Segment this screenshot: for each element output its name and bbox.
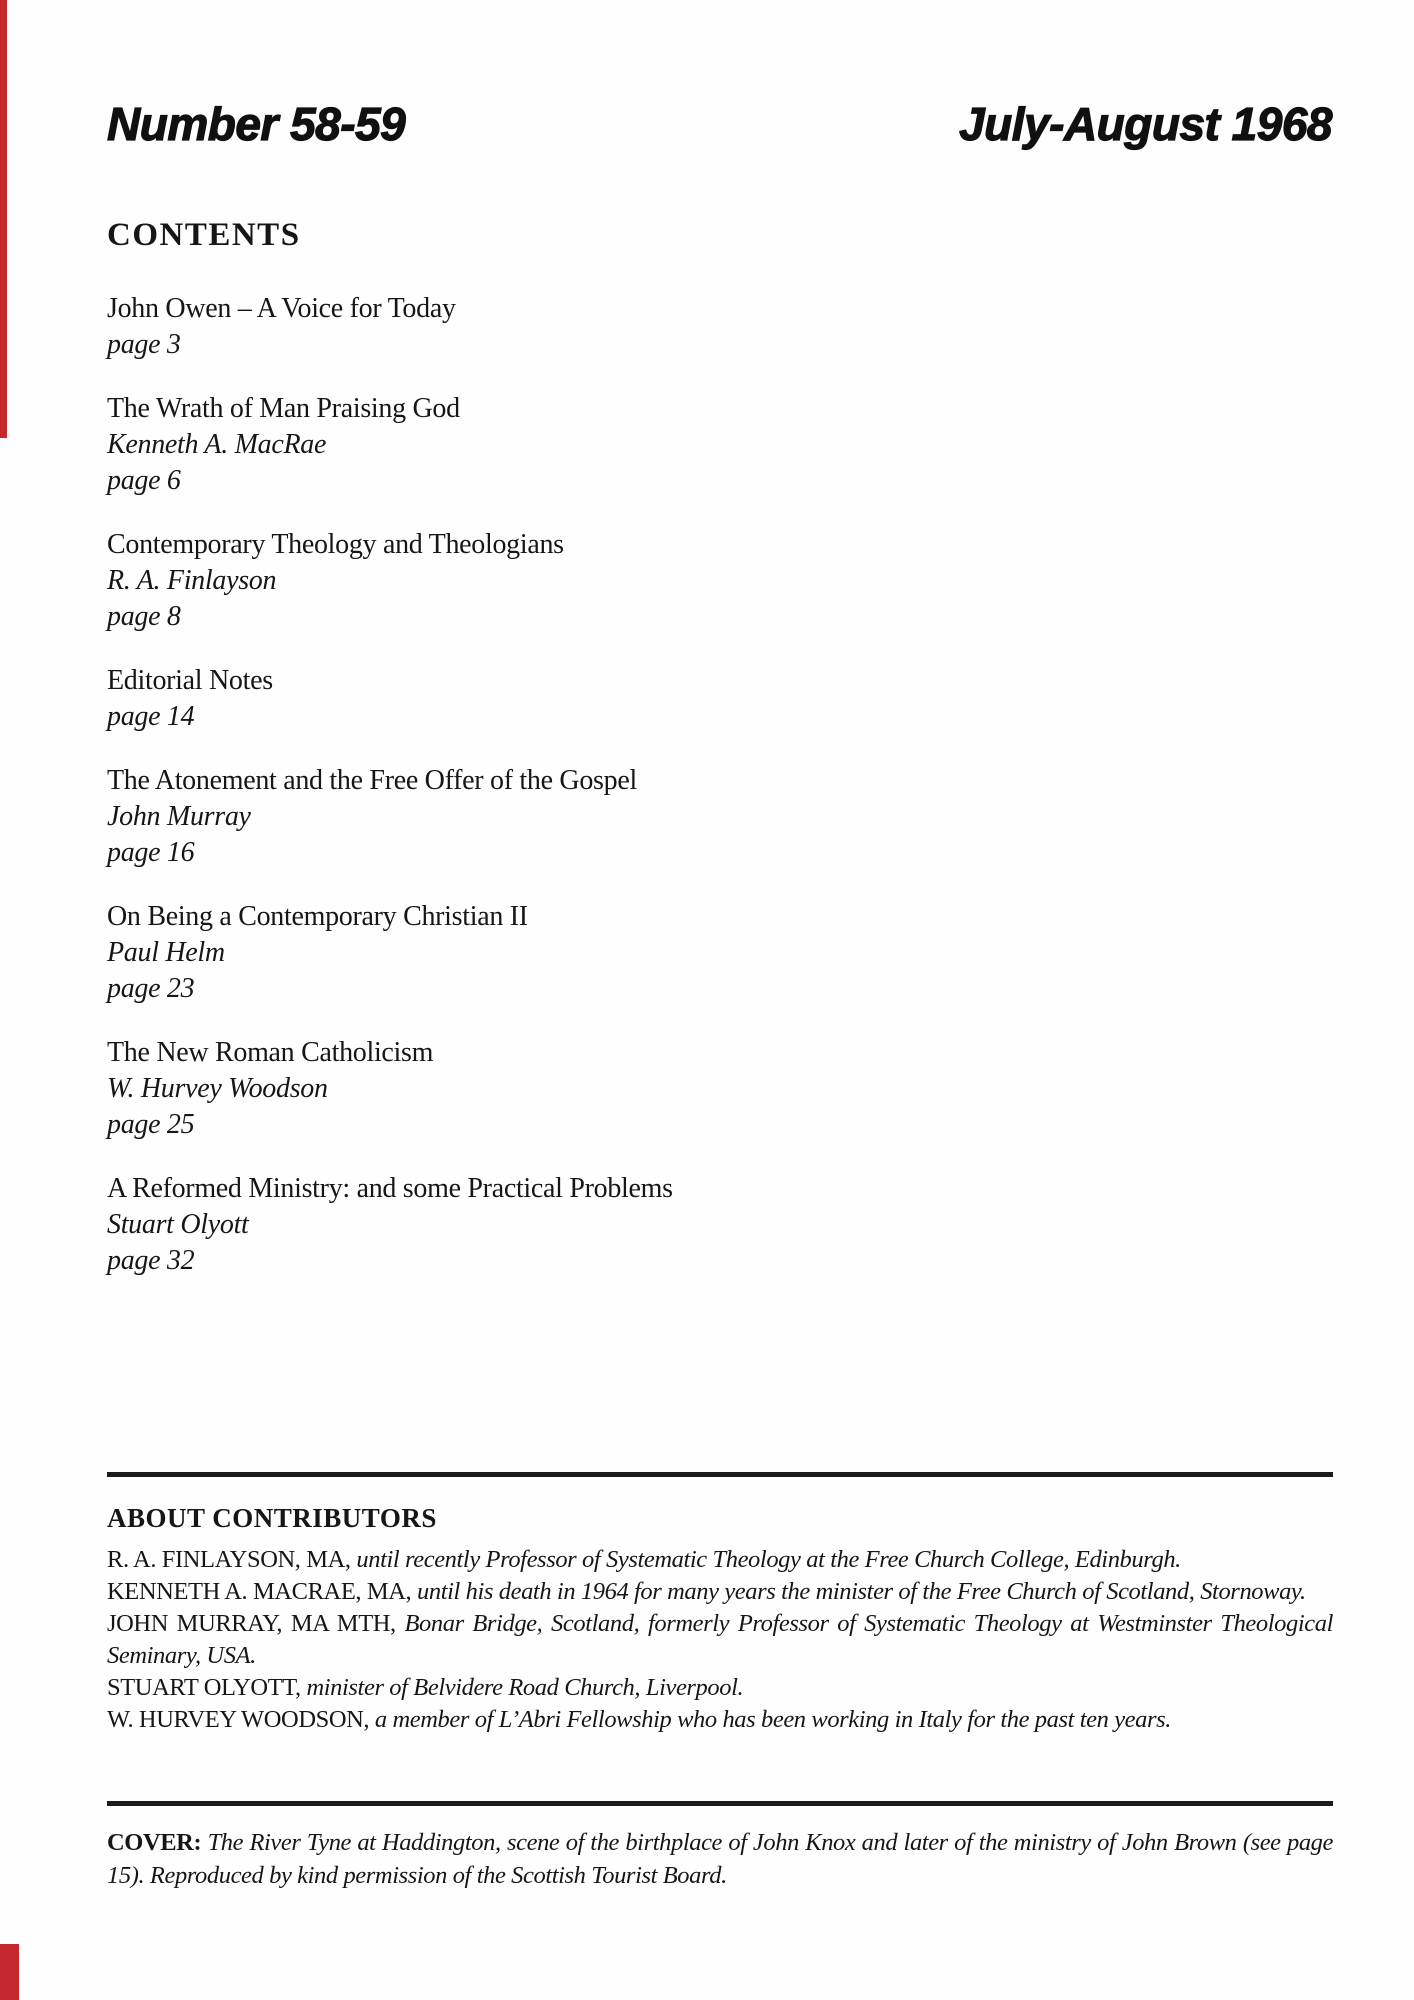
article-page-number: page 32 — [107, 1245, 195, 1276]
article-page-number: page 3 — [107, 329, 181, 360]
article-page-number: page 25 — [107, 1109, 195, 1140]
article-page-number: page 23 — [107, 973, 195, 1004]
contributor-entry — [107, 1704, 1333, 1736]
article-title: Contemporary Theology and Theologians — [107, 529, 564, 560]
contributor-entry — [107, 1544, 1333, 1576]
scan-artifact-red-strip — [0, 0, 7, 438]
article-title: The Atonement and the Free Offer of the Gospel — [107, 765, 637, 796]
contributor-name: KENNETH A. MACRAE, MA, — [107, 1578, 412, 1605]
issue-number: Number 58-59 — [107, 98, 406, 150]
cover-note — [107, 1826, 1333, 1892]
contents-entry — [107, 763, 1227, 871]
article-title: The Wrath of Man Praising God — [107, 393, 460, 424]
about-contributors-heading: ABOUT CONTRIBUTORS — [107, 1503, 437, 1533]
article-author: Kenneth A. MacRae — [107, 429, 327, 460]
contributor-bio: Bonar Bridge, Scotland, formerly Professor of Systematic Theology at Westminster Theological Seminary, USA. — [107, 1610, 1333, 1669]
contents-entry — [107, 291, 1227, 363]
contributor-list — [107, 1544, 1333, 1736]
article-title: John Owen – A Voice for Today — [107, 293, 456, 324]
contributor-bio: a member of L’Abri Fellowship who has been working in Italy for the past ten years. — [374, 1706, 1171, 1733]
contents-entry — [107, 1035, 1227, 1143]
contents-heading: CONTENTS — [107, 217, 301, 253]
contributor-entry — [107, 1672, 1333, 1704]
article-author: John Murray — [107, 801, 251, 832]
article-page-number: page 8 — [107, 601, 181, 632]
article-author: R. A. Finlayson — [107, 565, 277, 596]
contributor-entry — [107, 1576, 1333, 1608]
issue-date: July-August 1968 — [959, 98, 1332, 150]
contents-entry — [107, 1171, 1227, 1279]
cover-note-text: The River Tyne at Haddington, scene of the birthplace of John Knox and later of the ministry of John Brown (see page 15). Reproduced by kind permission of the Scottish Tourist Board. — [107, 1829, 1333, 1889]
contents-list — [107, 291, 1227, 1307]
article-page-number: page 16 — [107, 837, 195, 868]
contributor-name: R. A. FINLAYSON, MA, — [107, 1546, 351, 1573]
contributor-name: STUART OLYOTT, — [107, 1674, 301, 1701]
contents-entry — [107, 527, 1227, 635]
contributor-bio: minister of Belvidere Road Church, Liverpool. — [306, 1674, 744, 1701]
article-page-number: page 6 — [107, 465, 181, 496]
contents-entry — [107, 663, 1227, 735]
contributor-entry — [107, 1608, 1333, 1672]
contents-entry — [107, 391, 1227, 499]
article-author: W. Hurvey Woodson — [107, 1073, 328, 1104]
contributor-bio: until recently Professor of Systematic Theology at the Free Church College, Edinburgh. — [356, 1546, 1181, 1573]
contributor-bio: until his death in 1964 for many years the minister of the Free Church of Scotland, Stornoway. — [417, 1578, 1306, 1605]
article-author: Stuart Olyott — [107, 1209, 249, 1240]
contributor-name: W. HURVEY WOODSON, — [107, 1706, 370, 1733]
contents-entry — [107, 899, 1227, 1007]
cover-note-label: COVER: — [107, 1829, 202, 1856]
masthead — [107, 98, 1332, 150]
article-title: A Reformed Ministry: and some Practical Problems — [107, 1173, 673, 1204]
divider-rule-top — [107, 1472, 1333, 1477]
article-title: On Being a Contemporary Christian II — [107, 901, 528, 932]
scan-artifact-red-block — [0, 1944, 19, 2000]
article-author: Paul Helm — [107, 937, 225, 968]
article-title: The New Roman Catholicism — [107, 1037, 434, 1068]
divider-rule-bottom — [107, 1801, 1333, 1806]
article-title: Editorial Notes — [107, 665, 273, 696]
contributor-name: JOHN MURRAY, MA MTH, — [107, 1610, 396, 1637]
article-page-number: page 14 — [107, 701, 195, 732]
